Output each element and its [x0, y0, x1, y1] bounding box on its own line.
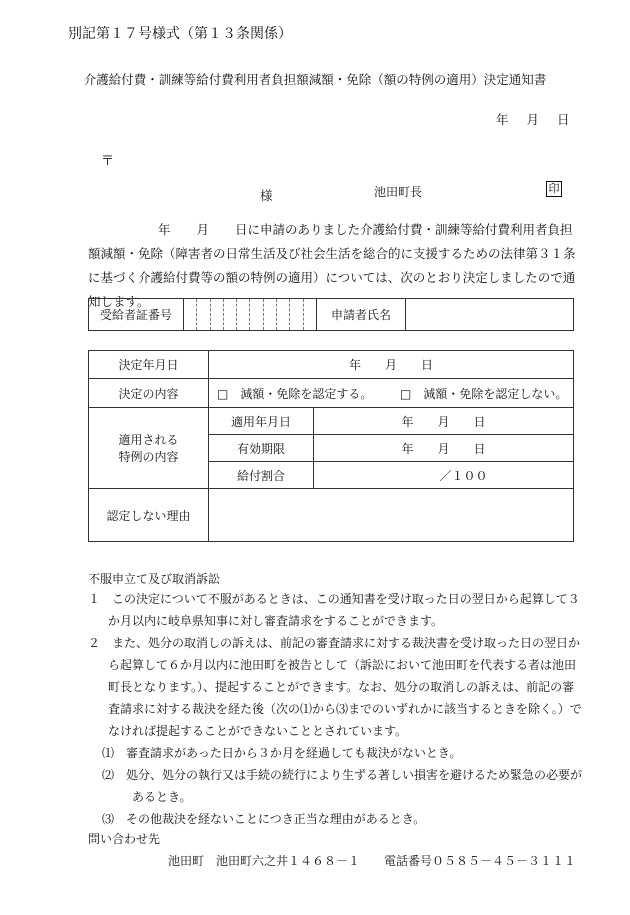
rejection-reason-field[interactable] — [209, 489, 574, 542]
benefit-ratio-label: 給付割合 — [209, 462, 314, 489]
cert-number-field[interactable] — [184, 299, 317, 331]
notice-heading: 不服申立て及び取消訴訟 — [88, 572, 221, 586]
contact-line: 池田町 池田町六之井１４６８－１ 電話番号０５８５－４５－３１１１ — [168, 854, 577, 868]
decision-table — [88, 350, 574, 542]
special-content-label: 適用される 特例の内容 — [89, 408, 209, 489]
contact-heading: 問い合わせ先 — [88, 832, 161, 846]
cert-number-label: 受給者証番号 — [89, 299, 184, 331]
reject-checkbox[interactable]: □ 減額・免除を認定しない。 — [400, 386, 568, 401]
rejection-reason-label: 認定しない理由 — [89, 489, 209, 542]
intro-text: に申請のありました介護給付費・訓練等給付費利用者負担額減額・免除（障害者の日常生活及び社会生活を総合的に支援するための法律第３１条に基づく介護給付費等の額の特例の適用）については、次のとおり決定しましたので通知します。 — [88, 222, 576, 309]
decision-options — [209, 379, 574, 408]
apply-date-value[interactable]: 年 月 日 — [314, 408, 574, 435]
decision-date-label: 決定年月日 — [89, 351, 209, 379]
issue-date: 年 月 日 — [496, 112, 570, 127]
document-title: 介護給付費・訓練等給付費利用者負担額減額・免除（額の特例の適用）決定通知書 — [83, 72, 547, 87]
notice-sub-3: ⑶ その他裁決を経ないことにつき正当な理由があるとき。 — [102, 812, 426, 826]
postal-mark: 〒 — [101, 154, 115, 169]
application-date: 年 月 日 — [158, 222, 248, 237]
addressee-suffix: 様 — [260, 188, 273, 203]
notice-body — [88, 588, 586, 830]
apply-date-label: 適用年月日 — [209, 408, 314, 435]
decision-date-value[interactable]: 年 月 日 — [209, 351, 574, 379]
notice-sub-2: ⑵ 処分、処分の執行又は手続の続行により生ずる著しい損害を避けるため緊急の必要があるとき。 — [102, 768, 583, 804]
applicant-name-field[interactable] — [406, 299, 574, 331]
decision-content-label: 決定の内容 — [89, 379, 209, 408]
notice-item-2: ２ また、処分の取消しの訴えは、前記の審査請求に対する裁決書を受け取った日の翌日から起算して６か月以内に池田町を被告として（訴訟において池田町を代表する者は池田町長となります。）、提起することができます。なお、処分の取消しの訴えは、前記の審査請求に対する裁決を経た後（次の⑴から⑶までのいずれかに該当するときを除く。）でなければ提起することができないこととされています。 — [88, 636, 582, 738]
approve-checkbox[interactable]: □ 減額・免除を認定する。 — [217, 386, 373, 401]
notice-item-1: １ この決定について不服があるときは、この通知書を受け取った日の翌日から起算して３か月以内に岐阜県知事に対し審査請求をすることができます。 — [88, 592, 580, 628]
form-number: 別記第１７号様式（第１３条関係） — [68, 26, 292, 42]
seal-mark: 印 — [546, 181, 562, 197]
issuer-name: 池田町長 — [374, 185, 423, 199]
valid-period-value[interactable]: 年 月 日 — [314, 435, 574, 462]
notice-sub-1: ⑴ 審査請求があった日から３か月を経過しても裁決がないとき。 — [102, 746, 462, 760]
valid-period-label: 有効期限 — [209, 435, 314, 462]
benefit-ratio-value[interactable]: ／１００ — [314, 462, 574, 489]
applicant-name-label: 申請者氏名 — [317, 299, 406, 331]
recipient-table — [88, 298, 574, 331]
